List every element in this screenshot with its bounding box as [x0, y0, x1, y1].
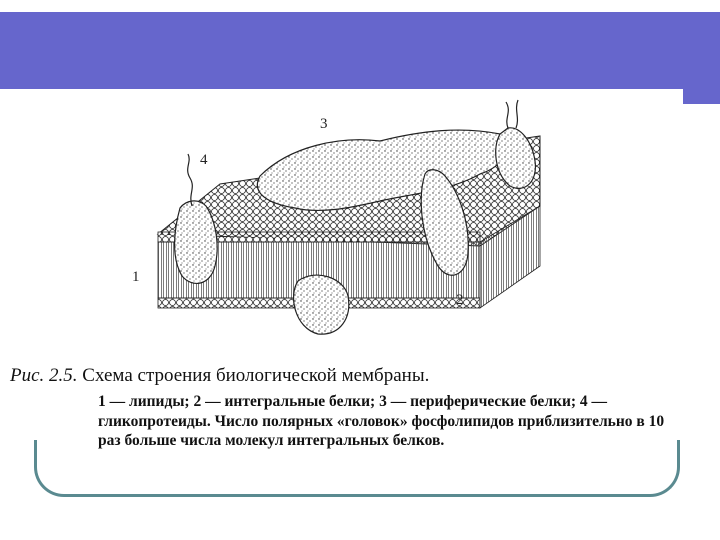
caption-heading [10, 364, 680, 388]
label-2: 2 [456, 292, 464, 308]
figure-caption [10, 364, 680, 451]
title-bar-edge [683, 12, 697, 104]
caption-figure-label: Рис. 2.5. [10, 365, 78, 386]
label-4: 4 [200, 152, 208, 168]
title-bar-tab [697, 12, 720, 104]
label-3: 3 [320, 116, 328, 132]
label-1: 1 [132, 269, 140, 285]
glycoprotein-chain-right-a [506, 102, 508, 128]
title-bar [0, 12, 697, 89]
caption-title: Схема строения биологической мембраны. [82, 365, 430, 386]
membrane-diagram [120, 96, 600, 346]
caption-body: 1 — липиды; 2 — интегральные белки; 3 — периферические белки; 4 — гликопротеиды. Число полярных «головок» фосфолипидов приблизительно в 10 раз больше числа молекул интегральных белков. [98, 393, 665, 449]
glycoprotein-chain-right-b [516, 100, 518, 128]
protein-below-membrane [294, 275, 349, 334]
glycoprotein-chain-left [188, 154, 193, 206]
